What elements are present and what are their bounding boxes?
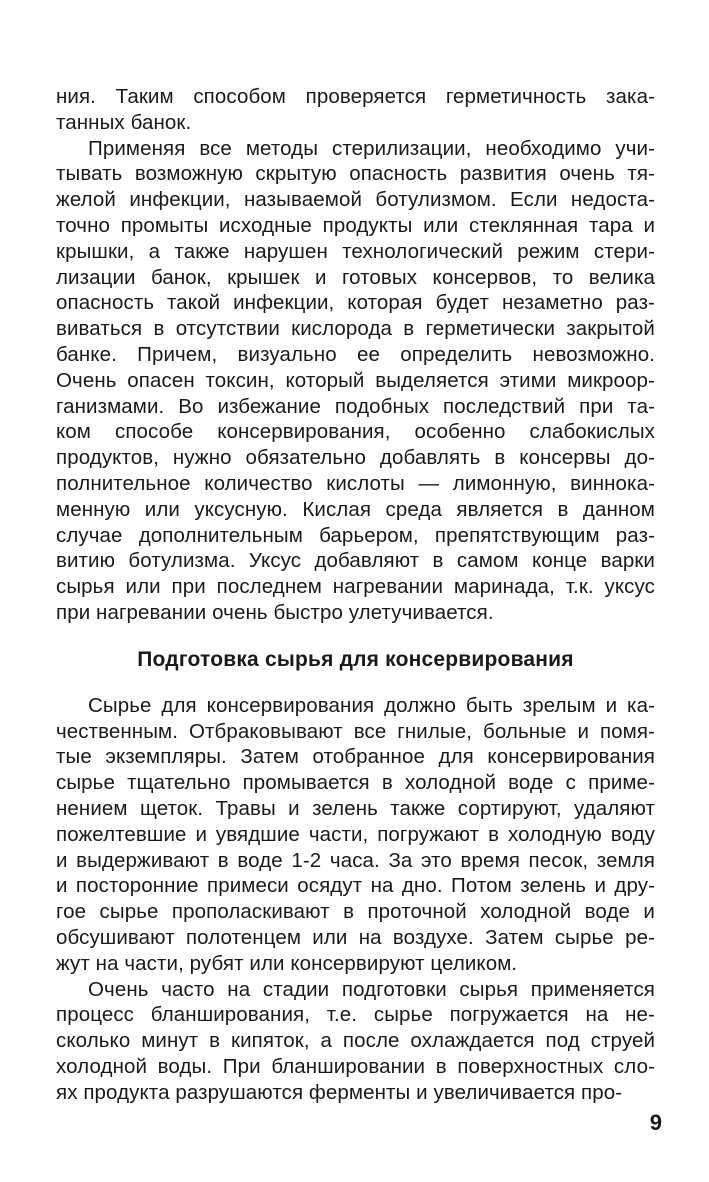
text-line: Очень часто на стадии подготовки сырья применяется: [88, 977, 655, 1001]
text-line: банке. Причем, визуально ее определить невозможно.: [56, 342, 655, 366]
text-line: сырья или при последнем нагревании маринада, т.к. уксус: [56, 575, 655, 599]
text-line: тые экземпляры. Затем отобранное для консервирования: [56, 745, 655, 769]
text-line: тывать возможную скрытую опасность развития очень тя-: [56, 162, 655, 186]
text-line: продуктов, нужно обязательно добавлять в консервы до-: [56, 446, 655, 470]
text-line: полнительное количество кислоты — лимонную, виннока-: [56, 471, 655, 495]
text-line: жут на части, рубят или консервируют целиком.: [56, 951, 518, 975]
text-line: ния. Таким способом проверяется герметичность зака-: [56, 85, 655, 108]
text-line: точно промыты исходные продукты или стеклянная тара и: [56, 213, 655, 237]
text-line: виваться в отсутствии кислорода в герметически закрытой: [56, 317, 655, 341]
text-line: менную или уксусную. Кислая среда является в данном: [56, 497, 655, 521]
text-line: обсушивают полотенцем или на воздухе. Затем сырье ре-: [56, 925, 655, 949]
text-line: ганизмами. Во избежание подобных последствий при та-: [56, 394, 655, 418]
paragraph: [56, 136, 655, 626]
page-number: 9: [649, 1110, 662, 1135]
text-line: и посторонние примеси осядут на дно. Потом зелень и дру-: [56, 874, 655, 898]
text-line: нением щеток. Травы и зелень также сортируют, удаляют: [56, 796, 655, 820]
text-line: холодной воды. При бланшировании в поверхностных сло-: [56, 1054, 655, 1078]
page-body: [56, 84, 655, 1105]
text-line: гое сырье прополаскивают в проточной холодной воде и: [56, 900, 655, 924]
text-line: опасность такой инфекции, которая будет незаметно раз-: [56, 291, 655, 315]
text-line: чественным. Отбраковывают все гнилые, больные и помя-: [56, 719, 655, 743]
text-block-before-heading: [56, 84, 655, 626]
text-line: желой инфекции, называемой ботулизмом. Если недоста-: [56, 188, 655, 212]
paragraph: [56, 977, 655, 1106]
text-line: Очень опасен токсин, который выделяется этими микроор-: [56, 368, 655, 392]
text-line: Сырье для консервирования должно быть зрелым и ка-: [88, 693, 655, 717]
section-heading: Подготовка сырья для консервирования: [137, 647, 574, 671]
text-line: при нагревании очень быстро улетучивается.: [56, 600, 494, 624]
text-block-after-heading: [56, 693, 655, 1106]
text-line: процесс бланширования, т.е. сырье погружается на не-: [56, 1003, 655, 1027]
paragraph: [56, 693, 655, 977]
text-line: пожелтевшие и увядшие части, погружают в холодную воду: [56, 822, 655, 846]
text-line: ком способе консервирования, особенно слабокислых: [56, 420, 655, 444]
paragraph: [56, 84, 655, 136]
text-line: и выдерживают в воде 1-2 часа. За это время песок, земля: [56, 848, 655, 872]
text-line: танных банок.: [56, 110, 192, 134]
text-line: витию ботулизма. Уксус добавляют в самом конце варки: [56, 549, 655, 573]
text-line: сырье тщательно промывается в холодной воде с приме-: [56, 771, 655, 795]
text-line: сколько минут в кипяток, а после охлаждается под струей: [56, 1029, 655, 1053]
text-line: крышки, а также нарушен технологический режим стери-: [56, 239, 655, 263]
text-line: Применяя все методы стерилизации, необходимо учи-: [88, 136, 655, 160]
text-line: случае дополнительным барьером, препятствующим раз-: [56, 523, 655, 547]
text-line: ях продукта разрушаются ферменты и увеличивается про-: [56, 1080, 623, 1104]
text-line: лизации банок, крышек и готовых консервов, то велика: [56, 265, 655, 289]
